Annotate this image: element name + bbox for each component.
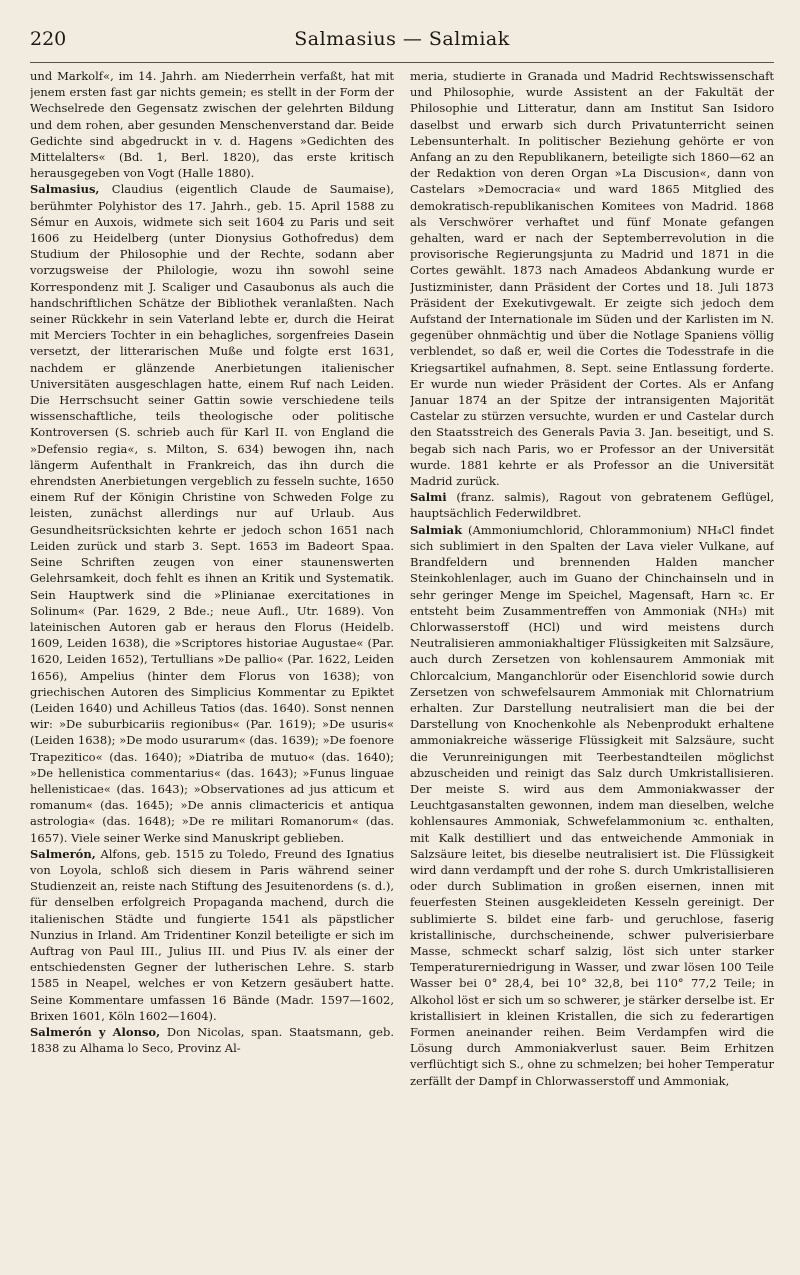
left-column [30,68,394,1261]
text-columns [30,68,774,1261]
entry-text: Alfons, geb. 1515 zu Toledo, Freund des Ignatius von Loyola, schloß sich diesem in Paris während seiner Studienzeit an, reiste nach Stiftung des Jesuitenordens (s. d.), für denselben erfolgreich Propaganda machend, durch die italienischen Städte und fungierte 1541 als päpstlicher Nunzius in Irland. Am Tridentiner Konzil beteiligte er sich im Auftrag von Paul III., Julius III. und Pius IV. als einer der entschiedensten Gegner der lutherischen Lehre. S. starb 1585 in Neapel, welches er von Ketzern gesäubert hatte. Seine Kommentare umfassen 16 Bände (Madr. 1597—1602, Brixen 1601, Köln 1602—1604). [30,846,394,1023]
entry-headword: Salmerón, [30,846,96,861]
entry-salmeron [30,846,394,1024]
entry-headword: Salmiak [410,522,463,537]
entry-text: (franz. salmis), Ragout von gebratenem Geflügel, hauptsächlich Federwildbret. [410,490,774,521]
entry-headword: Salmerón y Alonso, [30,1024,161,1039]
entry-text: (Ammoniumchlorid, Chlorammonium) NH₄Cl findet sich sublimiert in den Spalten der Lava vieler Vulkane, auf Brandfeldern und brennenden Halden mancher Steinkohlenlager, auch im Guano der Chinchainseln und in sehr geringer Menge im Speichel, Magensaft, Harn ꝛc. Er entsteht beim Zusammentreffen von Ammoniak (NH₃) mit Chlorwasserstoff (HCl) und wird meistens durch Neutralisieren ammoniakhaltiger Flüssigkeiten mit Salzsäure, auch durch Zersetzen von kohlensaurem Ammoniak mit Chlorcalcium, Manganchlorür oder Eisenchlorid sowie durch Zersetzen von schwefelsaurem Ammoniak mit Chlornatrium erhalten. Zur Darstellung neutralisiert man die bei der Darstellung von Knochenkohle als Nebenprodukt erhaltene ammoniakreiche wässerige Flüssigkeit mit Salzsäure, sucht die Verunreinigungen mit Teerbestandteilen möglichst abzuscheiden und reinigt das Salz durch Umkristallisieren. Der meiste S. wird aus dem Ammoniakwasser der Leuchtgasanstalten gewonnen, indem man dieselben, welche kohlensaures Ammoniak, Schwefelammonium ꝛc. enthalten, mit Kalk destilliert und das entweichende Ammoniak in Salzsäure leitet, bis dieselbe neutralisiert ist. Die Flüssigkeit wird dann verdampft und der rohe S. durch Umkristallisieren oder durch Sublimation in großen eisernen, innen mit feuerfesten Steinen ausgekleideten Kesseln gereinigt. Der sublimierte S. bildet eine farb- und geruchlose, faserig kristallinische, durchscheinende, schwer pulverisierbare Masse, schmeckt scharf salzig, löst sich unter starker Temperaturerniedrigung in Wasser, und zwar lösen 100 Teile Wasser bei 0° 28,4, bei 10° 32,8, bei 110° 77,2 Teile; in Alkohol löst er sich um so schwerer, je stärker derselbe ist. Er kristallisiert in kleinen Kristallen, die sich zu federartigen Formen aneinander reihen. Beim Verdampfen wird die Lösung durch Ammoniakverlust sauer. Beim Erhitzen verflüchtigt sich S., ohne zu schmelzen; bei hoher Temperatur zerfällt der Dampf in Chlorwasserstoff und Ammoniak, [410,522,774,1088]
entry-headword: Salmasius, [30,182,100,197]
entry-salmeron-y-alonso [30,1024,394,1056]
entry-headword: Salmi [410,490,447,505]
entry-text: Claudius (eigentlich Claude de Saumaise), berühmter Polyhistor des 17. Jahrh., geb. 15. April 1588 zu Sémur en Auxois, widmete sich seit 1604 zu Paris und seit 1606 zu Heidelberg (unter Dionysius Gothofredus) dem Studium der Philosophie und der Rechte, sodann aber vorzugsweise der Philologie, wozu ihn sowohl seine Korrespondenz mit J. Scaliger und Casaubonus als auch die handschriftlichen Schätze der Bibliothek veranlaßten. Nach seiner Rückkehr in sein Vaterland lebte er, durch die Heirat mit Merciers Tochter in ein behagliches, sorgenfreies Dasein versetzt, der litterarischen Muße und folgte erst 1631, nachdem er glänzende Anerbietungen italienischer Universitäten ausgeschlagen hatte, einem Ruf nach Leiden. Die Herrschsucht seiner Gattin sowie verschiedene teils wissenschaftliche, teils theologische oder politische Kontroversen (S. schrieb auch für Karl II. von England die »Defensio regia«, s. Milton, S. 634) bewogen ihn, nach längerm Aufenthalt in Frankreich, das ihn durch die ehrendsten Anerbietungen vergeblich zu fesseln suchte, 1650 einem Ruf der Königin Christine von Schweden Folge zu leisten, zunächst allerdings nur auf Urlaub. Aus Gesundheitsrücksichten kehrte er jedoch schon 1651 nach Leiden zurück und starb 3. Sept. 1653 im Badeort Spaa. Seine Schriften zeugen von einer staunenswerten Gelehrsamkeit, doch fehlt es ihnen an Kritik und Systematik. Sein Hauptwerk sind die »Plinianae exercitationes in Solinum« (Par. 1629, 2 Bde.; neue Aufl., Utr. 1689). Von lateinischen Autoren gab er heraus den Florus (Heidelb. 1609, Leiden 1638), die »Scriptores historiae Augustae« (Par. 1620, Leiden 1652), Tertullians »De pallio« (Par. 1622, Leiden 1656), Ampelius (hinter dem Florus von 1638); von griechischen Autoren des Simplicius Kommentar zu Epiktet (Leiden 1640) und Achilleus Tatios (das. 1640). Sonst nennen wir: »De suburbicariis regionibus« (Par. 1619); »De usuris« (Leiden 1638); »De modo usurarum« (das. 1639); »De foenore Trapezitico« (das. 1640); »Diatriba de mutuo« (das. 1640); »De hellenistica commentarius« (das. 1643); »Funus linguae hellenisticae« (das. 1643); »Observationes ad jus atticum et romanum« (das. 1645); »De annis climactericis et antiqua astrologia« (das. 1648); »De re militari Romanorum« (das. 1657). Viele seiner Werke sind Manuskript geblieben. [30,182,394,845]
page-number: 220 [30,28,67,50]
entry-continuation [30,68,394,181]
entry-salmiak [410,522,774,1089]
running-title: Salmasius — Salmiak [294,28,510,50]
entry-text: meria, studierte in Granada und Madrid Rechtswissenschaft und Philosophie, wurde Assistent an der Fakultät der Philosophie und Litteratur, dann am Institut San Isidoro daselbst und erwarb sich durch Privatunterricht seinen Lebensunterhalt. In politischer Beziehung gehörte er von Anfang an zu den Republikanern, beteiligte sich 1860—62 an der Redaktion von deren Organ »La Discusion«, dann von Castelars »Democracia« und ward 1865 Mitglied des demokratisch-republikanischen Komitees von Madrid. 1868 als Verschwörer verhaftet und fünf Monate gefangen gehalten, ward er nach der Septemberrevolution in die provisorische Regierungsjunta zu Madrid und 1871 in die Cortes gewählt. 1873 nach Amadeos Abdankung wurde er Justizminister, dann Präsident der Cortes und 18. Juli 1873 Präsident der Exekutivgewalt. Er zeigte sich jedoch dem Aufstand der Internationale im Süden und der Karlisten im N. gegenüber ohnmächtig und über die Notlage Spaniens völlig verblendet, so daß er, weil die Cortes die Todesstrafe in die Kriegsartikel aufnahmen, 8. Sept. seine Entlassung forderte. Er wurde nun wieder Präsident der Cortes. Als er Anfang Januar 1874 an der Spitze der intransigenten Majorität Castelar zu stürzen versuchte, wurden er und Castelar durch den Staatsstreich des Generals Pavia 3. Jan. beseitigt, und S. begab sich nach Paris, wo er Professor an der Universität wurde. 1881 kehrte er als Professor an die Universität Madrid zurück. [410,69,774,489]
entry-salmi [410,489,774,521]
entry-text: und Markolf«, im 14. Jahrh. am Niederrhein verfaßt, hat mit jenem ersten fast gar nichts gemein; es stellt in der Form der Wechselrede den Gegensatz zwischen der gelehrten Bildung und dem rohen, aber gesunden Menschenverstand dar. Beide Gedichte sind abgedruckt in v. d. Hagens »Gedichten des Mittelalters« (Bd. 1, Berl. 1820), das erste kritisch herausgegeben von Vogt (Halle 1880). [30,69,394,181]
entry-text: Don Nicolas, span. Staatsmann, geb. 1838 zu Alhama lo Seco, Provinz Al- [30,1024,394,1056]
right-column [410,68,774,1261]
entry-continuation [410,68,774,489]
entry-salmasius [30,181,394,845]
page-header [30,28,774,63]
